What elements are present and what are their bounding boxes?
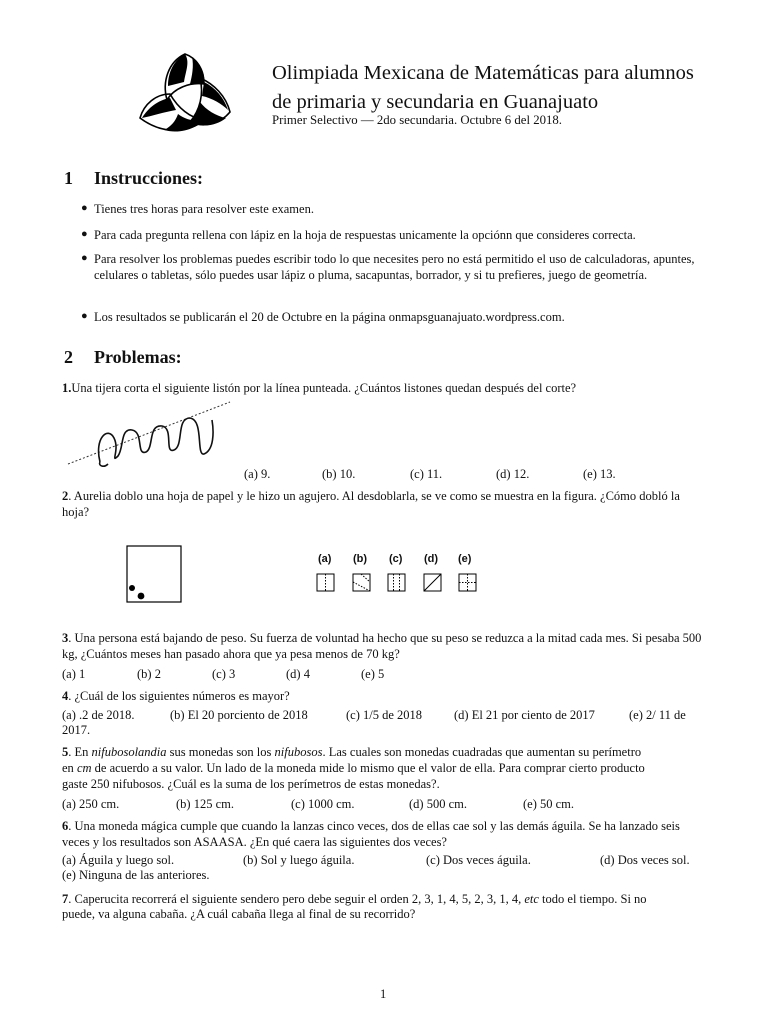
paper-fold-figure [124, 543, 184, 605]
p4-option-b: (b) El 20 porciento de 2018 [170, 708, 308, 722]
p4-option-c: (c) 1/5 de 2018 [346, 708, 423, 722]
p6-option-d: (d) Dos veces sol. [600, 853, 690, 867]
problem-5-line2: en cm de acuerdo a su valor. Un lado de la moneda mide lo mismo que el valor de ella. Para comprar cierto producto [62, 761, 645, 775]
p3-option-b: (b) 2 [137, 667, 161, 681]
bullet-icon: ● [81, 202, 88, 214]
problem-5-line3: gaste 250 nifubosos. ¿Cuál es la suma de los perímetros de estas monedas?. [62, 777, 440, 791]
p6-option-b: (b) Sol y luego águila. [243, 853, 355, 867]
problem-7-line2: puede, va alguna cabaña. ¿A cuál cabaña llega al final de su recorrido? [62, 907, 416, 921]
p5-option-b: (b) 125 cm. [176, 797, 234, 811]
p5-option-e: (e) 50 cm. [523, 797, 575, 811]
p3-option-d: (d) 4 [286, 667, 310, 681]
fig-label-d: (d) [424, 553, 439, 565]
problem-4: 4. ¿Cuál de los siguientes números es mayor? [62, 689, 290, 703]
problem-3: 3. Una persona está bajando de peso. Su fuerza de voluntad ha hecho que su peso se reduzca a la mitad cada mes. Si pesaba 500 kg, ¿Cuántos meses han pasado ahora que ya pesa menos de 70 kg? [62, 631, 702, 661]
bullet-icon: ● [81, 310, 88, 322]
p4-option-d: (d) El 21 por ciento de 2017 [454, 708, 595, 722]
problem-5-line1: 5. En nifubosolandia sus monedas son los nifubosos. Las cuales son monedas cuadradas que aumentan su perímetro [62, 745, 642, 759]
problem-2: 2. Aurelia doblo una hoja de papel y le hizo un agujero. Al desdoblarla, se ve como se muestra en la figura. ¿Cómo dobló la hoja? [62, 489, 680, 519]
p1-option-e: (e) 13. [583, 467, 616, 481]
instruction-item: Tienes tres horas para resolver este examen. [94, 202, 314, 216]
fig-label-c: (c) [389, 553, 403, 565]
p5-option-c: (c) 1000 cm. [291, 797, 355, 811]
p3-option-a: (a) 1 [62, 667, 86, 681]
section-1-heading: Instrucciones: [94, 168, 203, 188]
problem-1: 1.Una tijera corta el siguiente listón por la línea punteada. ¿Cuántos listones quedan después del corte? [62, 381, 577, 395]
ribbon-figure [64, 398, 234, 474]
p6-option-a: (a) Águila y luego sol. [62, 853, 175, 867]
p1-option-a: (a) 9. [244, 467, 271, 481]
p4-option-a: (a) .2 de 2018. [62, 708, 135, 722]
p6-option-c: (c) Dos veces águila. [426, 853, 531, 867]
instruction-item: Para resolver los problemas puedes escribir todo lo que necesites pero no está permitido el uso de calculadoras, apuntes, celulares o tabletas, sólo puedes usar lápiz o pluma, sacapuntas, borrador, y si tu prefieres, juego de geometría. [94, 252, 695, 282]
section-1-number: 1 [64, 168, 73, 188]
p6-option-e: (e) Ninguna de las anteriores. [62, 868, 210, 882]
bullet-icon: ● [81, 252, 88, 264]
page-subtitle: Primer Selectivo — 2do secundaria. Octubre 6 del 2018. [272, 113, 562, 127]
olympiad-logo [134, 48, 236, 142]
section-2-heading: Problemas: [94, 347, 182, 367]
bullet-icon: ● [81, 228, 88, 240]
p4-option-e: (e) 2/ 11 de [629, 708, 686, 722]
p5-option-a: (a) 250 cm. [62, 797, 120, 811]
page-title-line2: de primaria y secundaria en Guanajuato [272, 91, 599, 113]
problem-7-line1: 7. Caperucita recorrerá el siguiente sendero pero debe seguir el orden 2, 3, 1, 4, 5, 2, 3, 1, 4, etc todo el tiempo. Si no [62, 892, 647, 906]
p4-option-e-wrap: 2017. [62, 723, 91, 737]
fig-label-b: (b) [353, 553, 368, 565]
p3-option-c: (c) 3 [212, 667, 236, 681]
page-title-line1: Olimpiada Mexicana de Matemáticas para alumnos [272, 62, 694, 84]
instruction-item: Los resultados se publicarán el 20 de Octubre en la página onmapsguanajuato.wordpress.com. [94, 310, 565, 324]
problem-6: 6. Una moneda mágica cumple que cuando la lanzas cinco veces, dos de ellas cae sol y las demás águila. Se ha lanzado seis veces y los resultados son ASAASA. ¿En qué caera las siguientes dos veces? [62, 819, 680, 849]
section-2-number: 2 [64, 347, 73, 367]
p3-option-e: (e) 5 [361, 667, 385, 681]
p1-option-c: (c) 11. [410, 467, 443, 481]
fig-label-a: (a) [318, 553, 332, 565]
page-number: 1 [380, 987, 387, 1001]
p1-option-b: (b) 10. [322, 467, 356, 481]
instruction-item: Para cada pregunta rellena con lápiz en la hoja de respuestas unicamente la opciónn que consideres correcta. [94, 228, 636, 242]
p1-option-d: (d) 12. [496, 467, 530, 481]
fig-label-e: (e) [458, 553, 472, 565]
p5-option-d: (d) 500 cm. [409, 797, 467, 811]
fold-options-figure [314, 572, 484, 594]
